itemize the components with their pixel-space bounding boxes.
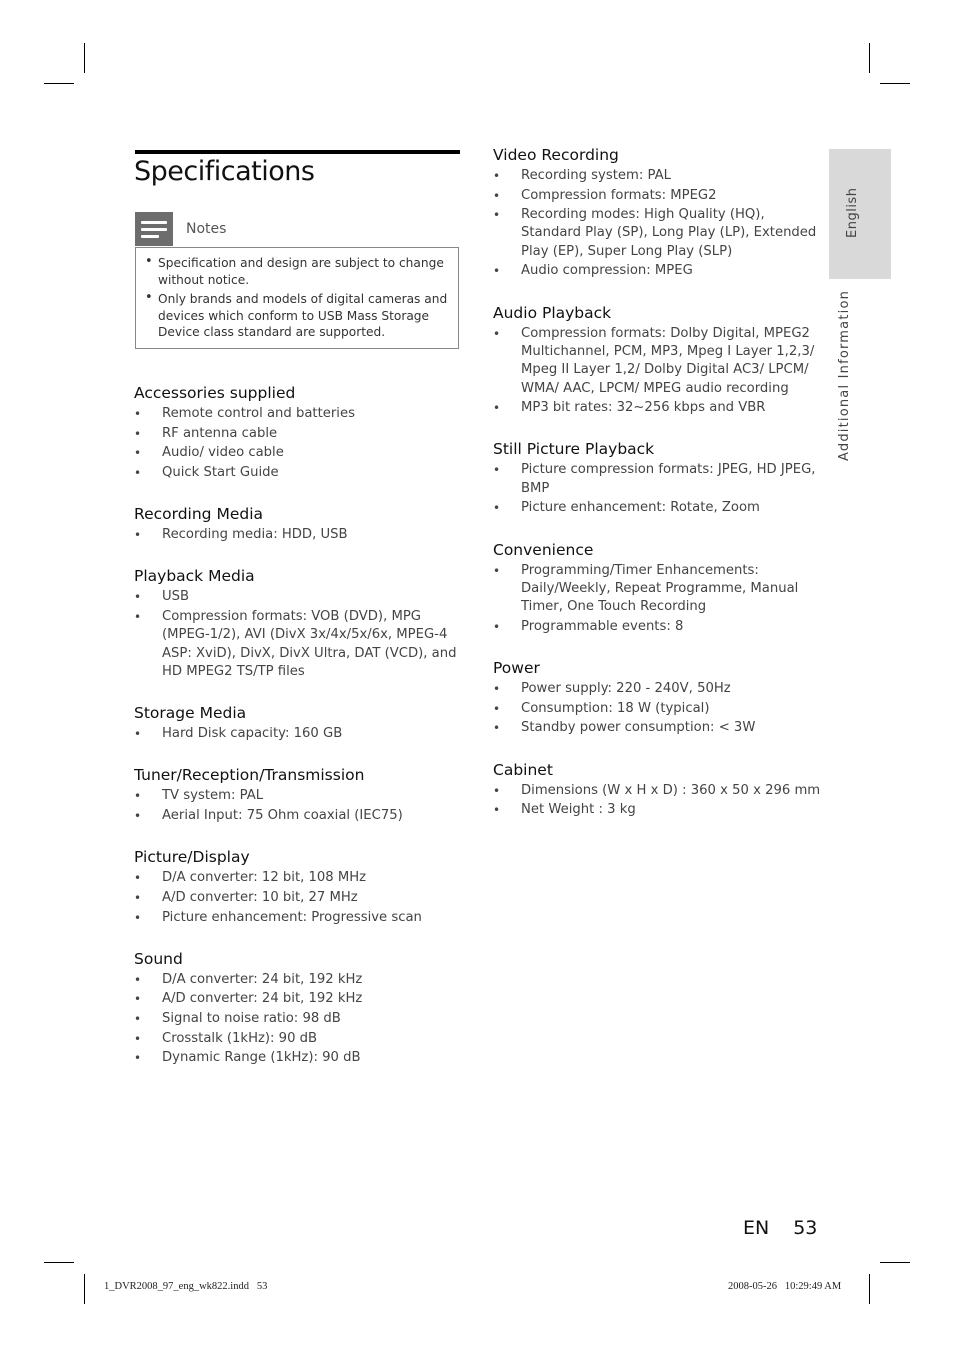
crop-mark — [869, 1274, 870, 1304]
section-title: Sound — [134, 949, 183, 968]
left-column — [134, 383, 464, 1090]
notes-icon — [135, 212, 173, 246]
crop-mark — [880, 1262, 910, 1263]
list-item: • Dynamic Range (1kHz): 90 dB — [162, 1049, 464, 1067]
section-title: Still Picture Playback — [493, 440, 655, 459]
spec-section — [134, 765, 464, 825]
list-item: • Hard Disk capacity: 160 GB — [162, 725, 464, 743]
section-title: Tuner/Reception/Transmission — [134, 766, 365, 785]
section-list — [134, 787, 464, 825]
section-list — [134, 526, 464, 544]
side-tab — [829, 149, 891, 279]
section-list — [493, 680, 825, 737]
list-item: • A/D converter: 24 bit, 192 kHz — [162, 990, 464, 1008]
spec-section — [493, 145, 825, 281]
section-list — [134, 405, 464, 482]
page-title: Specifications — [134, 156, 315, 187]
list-item: • Compression formats: VOB (DVD), MPG (MPEG-1/2), AVI (DivX 3x/4x/5x/6x, MPEG-4 ASP: XviD), DivX, DivX Ultra, DAT (VCD), and HD MPEG2 TS/TP files — [162, 608, 464, 681]
list-item: • Recording media: HDD, USB — [162, 526, 464, 544]
list-item: • Dimensions (W x H x D) : 360 x 50 x 296 mm — [521, 782, 825, 800]
section-title: Cabinet — [493, 760, 553, 779]
right-column — [493, 145, 825, 842]
list-item: • Consumption: 18 W (typical) — [521, 700, 825, 718]
crop-mark — [84, 1274, 85, 1304]
list-item: • Compression formats: MPEG2 — [521, 187, 825, 205]
list-item: • Picture enhancement: Progressive scan — [162, 909, 464, 927]
section-title: Accessories supplied — [134, 384, 296, 402]
list-item: • Remote control and batteries — [162, 405, 464, 423]
side-tab-language: English — [845, 187, 860, 238]
spec-section — [493, 760, 825, 820]
section-list — [493, 562, 825, 636]
list-item: • Programming/Timer Enhancements: Daily/Weekly, Repeat Programme, Manual Timer, One Touch Recording — [521, 562, 825, 617]
spec-section — [134, 383, 464, 482]
list-item: • Quick Start Guide — [162, 464, 464, 482]
crop-mark — [44, 1262, 74, 1263]
spec-section — [134, 566, 464, 681]
spec-section — [493, 658, 825, 737]
section-list — [134, 971, 464, 1068]
section-title: Recording Media — [134, 505, 264, 524]
list-item: • MP3 bit rates: 32~256 kbps and VBR — [521, 399, 825, 417]
section-title: Playback Media — [134, 567, 255, 586]
spec-section — [493, 439, 825, 517]
section-list — [134, 725, 464, 743]
list-item: • A/D converter: 10 bit, 27 MHz — [162, 889, 464, 907]
notes-box — [135, 247, 459, 349]
title-rule — [135, 150, 460, 154]
spec-section — [134, 847, 464, 926]
crop-mark — [44, 83, 74, 84]
page-number — [743, 1217, 817, 1239]
note-item: • Only brands and models of digital cameras and devices which conform to USB Mass Storage Device class standard are supported. — [158, 291, 452, 341]
slug-timestamp: 2008-05-26 10:29:49 AM — [728, 1281, 842, 1292]
list-item: • Standby power consumption: < 3W — [521, 719, 825, 737]
notes-label: Notes — [186, 221, 227, 237]
section-list — [493, 167, 825, 281]
list-item: • Recording modes: High Quality (HQ), Standard Play (SP), Long Play (LP), Extended Play (EP), Super Long Play (SLP) — [521, 206, 825, 261]
list-item: • Compression formats: Dolby Digital, MPEG2 Multichannel, PCM, MP3, Mpeg I Layer 1,2,3/ Mpeg II Layer 1,2/ Dolby Digital AC3/ LPCM/ WMA/ AAC, LPCM/ MPEG audio recording — [521, 325, 825, 398]
section-title: Video Recording — [493, 146, 619, 164]
section-list — [134, 869, 464, 926]
list-item: • Recording system: PAL — [521, 167, 825, 185]
spec-section — [134, 504, 464, 544]
crop-mark — [880, 83, 910, 84]
section-title: Picture/Display — [134, 848, 250, 867]
list-item: • Net Weight : 3 kg — [521, 801, 825, 819]
crop-mark — [869, 43, 870, 73]
list-item: • Programmable events: 8 — [521, 618, 825, 636]
spec-section — [493, 540, 825, 636]
note-item: • Specification and design are subject to change without notice. — [158, 255, 452, 288]
spec-section — [134, 949, 464, 1068]
list-item: • D/A converter: 24 bit, 192 kHz — [162, 971, 464, 989]
list-item: • Crosstalk (1kHz): 90 dB — [162, 1030, 464, 1048]
page-lang: EN — [743, 1217, 770, 1239]
list-item: • USB — [162, 588, 464, 606]
list-item: • RF antenna cable — [162, 425, 464, 443]
crop-mark — [84, 43, 85, 73]
list-item: • D/A converter: 12 bit, 108 MHz — [162, 869, 464, 887]
section-title: Convenience — [493, 540, 594, 559]
section-title: Storage Media — [134, 704, 247, 723]
spec-section — [493, 303, 825, 418]
notes-list — [136, 248, 458, 341]
section-title: Power — [493, 659, 540, 678]
page-number-value: 53 — [793, 1217, 818, 1239]
list-item: • Power supply: 220 - 240V, 50Hz — [521, 680, 825, 698]
list-item: • Audio/ video cable — [162, 444, 464, 462]
slug-file: 1_DVR2008_97_eng_wk822.indd 53 — [104, 1281, 268, 1292]
list-item: • Aerial Input: 75 Ohm coaxial (IEC75) — [162, 807, 464, 825]
section-list — [493, 325, 825, 418]
section-list — [493, 782, 825, 820]
list-item: • Audio compression: MPEG — [521, 262, 825, 280]
spec-section — [134, 703, 464, 743]
list-item: • Picture compression formats: JPEG, HD JPEG, BMP — [521, 461, 825, 498]
list-item: • Signal to noise ratio: 98 dB — [162, 1010, 464, 1028]
list-item: • Picture enhancement: Rotate, Zoom — [521, 499, 825, 517]
section-title: Audio Playback — [493, 303, 612, 322]
section-list — [493, 461, 825, 517]
list-item: • TV system: PAL — [162, 787, 464, 805]
side-tab-section: Additional Information — [837, 289, 852, 461]
section-list — [134, 588, 464, 681]
